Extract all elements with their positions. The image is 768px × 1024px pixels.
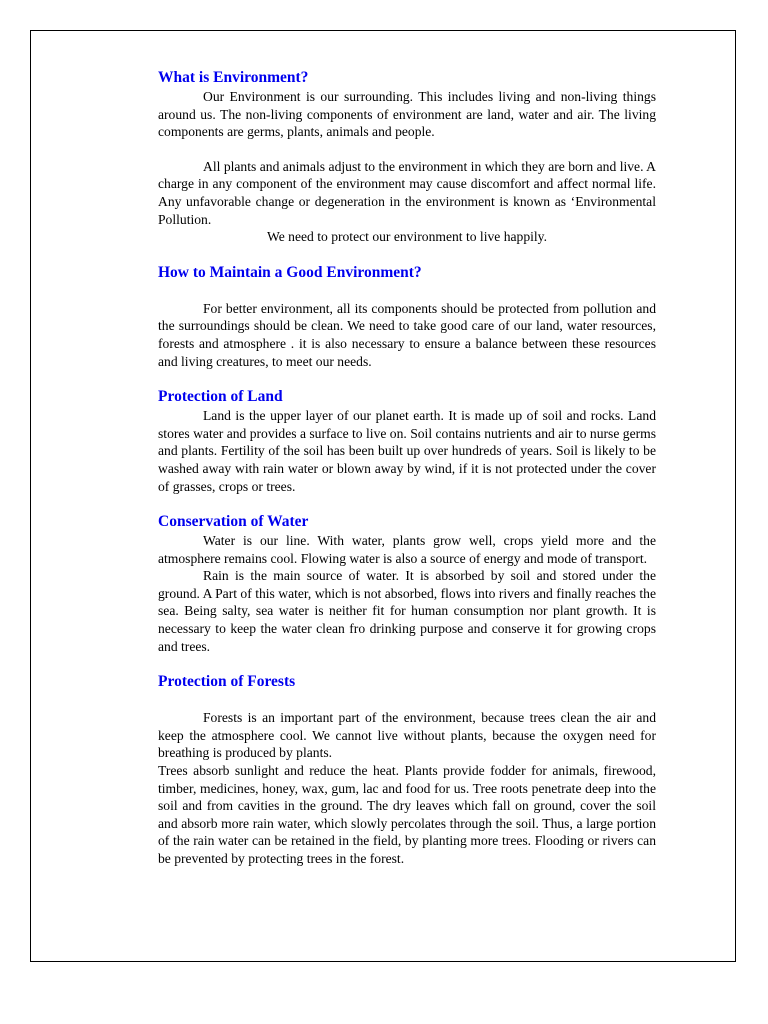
paragraph: Water is our line. With water, plants grow well, crops yield more and the atmosphere remains cool. Flowing water is also a source of energy and mode of transport. — [158, 533, 656, 566]
section-heading-what-is-environment: What is Environment? — [158, 69, 309, 86]
paragraph: Forests is an important part of the environment, because trees clean the air and keep the atmosphere cool. We cannot live without plants, because the oxygen need for breathing is produced by plants. — [158, 710, 656, 761]
document-body — [158, 68, 656, 868]
paragraph: Trees absorb sunlight and reduce the heat. Plants provide fodder for animals, firewood, timber, medicines, honey, wax, gum, lac and food for us. Tree roots penetrate deep into the soil and from cavities in the ground. The dry leaves which fall on ground, cover the soil and absorb more rain water, which slowly percolates through the soil. Thus, a large portion of the rain water can be retained in the field, by planting more trees. Flooding or rivers can be prevented by protecting trees in the forest. — [158, 763, 656, 866]
paragraph: Rain is the main source of water. It is absorbed by soil and stored under the ground. A Part of this water, which is not absorbed, flows into rivers and finally reaches the sea. Being salty, sea water is neither fit for human consumption nor plant growth. It is necessary to keep the water clean fro drinking purpose and conserve it for growing crops and trees. — [158, 568, 656, 654]
section-heading-conservation-of-water: Conservation of Water — [158, 513, 309, 531]
section-heading-protection-of-forests: Protection of Forests — [158, 673, 296, 691]
section-heading-protection-of-land: Protection of Land — [158, 388, 283, 406]
paragraph: For better environment, all its components should be protected from pollution and the surroundings should be clean. We need to take good care of our land, water resources, forests and atmosphere . it is also necessary to ensure a balance between these resources and living creatures, to meet our needs. — [158, 300, 656, 369]
paragraph: We need to protect our environment to live happily. — [266, 229, 547, 245]
section-heading-maintain-environment: How to Maintain a Good Environment? — [158, 263, 422, 281]
paragraph: Land is the upper layer of our planet earth. It is made up of soil and rocks. Land stores water and provides a surface to live on. Soil contains nutrients and air to nurse germs and plants. Fertility of the soil has been built up over hundreds of years. Soil is likely to be washed away with rain water or blown away by wind, if it is not protected under the cover of grasses, crops or trees. — [158, 408, 656, 494]
paragraph: All plants and animals adjust to the environment in which they are born and live. A charge in any component of the environment may cause discomfort and affect normal life. Any unfavorable change or degeneration in the environment is known as ‘Environmental Pollution. — [158, 158, 656, 227]
paragraph: Our Environment is our surrounding. This includes living and non-living things around us. The non-living components of environment are land, water and air. The living components are germs, plants, animals and people. — [158, 89, 656, 140]
